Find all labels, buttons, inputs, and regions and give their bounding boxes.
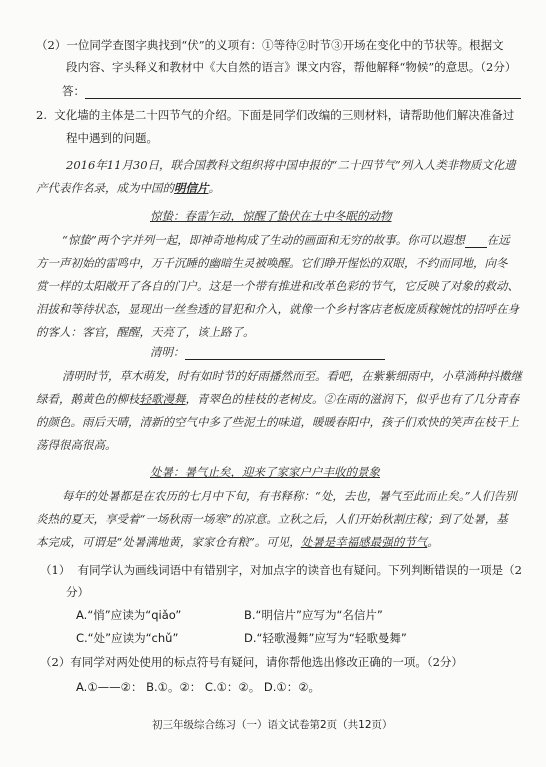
qingming-line-3: 的颜色。雨后天晴，清新的空气中多了些泥土的味道，暖暖春阳中，孩子们欢快的笑声在枝干上 bbox=[36, 415, 519, 429]
sub-question-1-line-2: 分） bbox=[66, 585, 89, 599]
sub-question-1 bbox=[40, 563, 522, 578]
answer-label: 答： bbox=[62, 84, 85, 98]
answer-blank bbox=[85, 98, 521, 99]
chushu-line-2: 炎热的夏天，享受着“一场秋雨一场寒”的凉意。立秋之后，人们开始秋割庄稼；到了处暑，基 bbox=[36, 512, 508, 526]
jingzhe-line-2: 方一声初始的雷鸣中，万千沉睡的幽暗生灵被唤醒。它们睁开惺忪的双眼，不约而同地，向冬 bbox=[36, 256, 508, 270]
chushu-text: 本完成，可谓是“处暑满地黄，家家仓有粮”。可见， bbox=[36, 535, 301, 549]
option-c[interactable]: C.“处”应读为“chǔ” bbox=[76, 631, 179, 645]
qingming-title-blank bbox=[185, 359, 385, 360]
question-2-line-1 bbox=[36, 38, 504, 53]
qingming-title bbox=[150, 345, 385, 360]
chushu-line-3 bbox=[36, 535, 439, 550]
intro-line-2 bbox=[36, 181, 220, 196]
section-2-line-1 bbox=[36, 108, 514, 123]
qingming-label: 清明： bbox=[150, 345, 185, 359]
question-text: 一位同学查图字典找到“伏”的义项有：①等待②时节③开场在变化中的节状等。根据文 bbox=[66, 38, 504, 52]
question-number: （2） bbox=[36, 38, 67, 52]
jingzhe-text: “惊蛰”两个字并列一起，即神奇地构成了生动的画面和无穷的故事。你可以遐想 bbox=[62, 233, 465, 247]
intro-text: 产代表作名录，成为中国的 bbox=[36, 181, 174, 195]
underlined-word: 明信片 bbox=[174, 181, 209, 195]
answer-line bbox=[62, 84, 521, 99]
jingzhe-title: 惊蛰：春雷乍动，惊醒了蛰伏在土中冬眠的动物 bbox=[150, 209, 392, 223]
jingzhe-line-5: 的客人：客官，醒醒，天亮了，该上路了。 bbox=[36, 325, 255, 339]
jingzhe-text: 在远 bbox=[486, 233, 510, 247]
sub-question-2-options[interactable]: A.①——②： B.①。②： C.①：②。 D.①：②。 bbox=[76, 680, 321, 694]
chushu-line-1: 每年的处暑都是在农历的七月中下旬，有书释称：“处，去也，暑气至此而止矣。”人们告别 bbox=[62, 489, 517, 503]
jingzhe-line-1 bbox=[62, 233, 510, 248]
option-a[interactable]: A.“悄”应读为“qiǎo” bbox=[76, 608, 182, 622]
sub-question-text: 有同学认为画线词语中有错别字，对加点字的读音也有疑问。下列判断错误的一项是（2 bbox=[77, 563, 522, 577]
intro-text: 。 bbox=[208, 181, 220, 195]
jingzhe-line-3: 赏一样的太阳敞开了各自的门户。这是一个带有推进和改革色彩的节气，它反映了对象的救动、 bbox=[36, 279, 519, 293]
chushu-title: 处暑：暑气止矣，迎来了家家户户丰收的景象 bbox=[150, 465, 380, 479]
sub-question-number: （1） bbox=[40, 563, 71, 577]
page-footer: 初三年级综合练习（一）语文试卷第2页（共12页） bbox=[152, 719, 393, 731]
qingming-text: ，青翠色的桂枝的老树皮。②在雨的滋润下，似乎也有了几分青春 bbox=[185, 392, 519, 406]
sub-question-2: （2）有同学对两处使用的标点符号有疑问，请你帮他选出修改正确的一项。（2分） bbox=[40, 655, 463, 669]
intro-line-1: 2016年11月30日，联合国教科文组织将中国申报的“二十四节气”列入人类非物质文化遗 bbox=[66, 158, 516, 172]
qingming-line-2 bbox=[36, 392, 519, 407]
section-number: 2. bbox=[36, 108, 47, 122]
jingzhe-line-4: 泪拔和等待状态，显现出一丝叁透的冒犯和介入，就像一个乡村客店老板庞质稼婉忱的招呼在身 bbox=[36, 302, 519, 316]
option-d[interactable]: D.“轻歌漫舞”应写为“轻歌曼舞” bbox=[244, 631, 407, 645]
underlined-phrase: 轻歌漫舞 bbox=[139, 392, 186, 406]
qingming-line-4: 荡得很高很高。 bbox=[36, 438, 117, 452]
option-b[interactable]: B.“明信片”应写为“名信片” bbox=[244, 608, 383, 622]
fill-blank bbox=[465, 247, 487, 248]
underlined-sentence: 处暑是幸福感最强的节气 bbox=[300, 535, 428, 549]
section-2-line-2: 程中遇到的问题。 bbox=[66, 131, 158, 145]
qingming-text: 绿看，鹅黄色的柳枝 bbox=[36, 392, 140, 406]
section-text: 文化墙的主体是二十四节气的介绍。下面是同学们改编的三则材料，请帮助他们解决准备过 bbox=[54, 108, 515, 122]
qingming-line-1: 清明时节，草木萌发，时有如时节的好雨播然而至。看吧，在紫紫细雨中，小草淌种抖擞继 bbox=[62, 369, 522, 383]
chushu-text: 。 bbox=[427, 535, 439, 549]
question-2-line-2: 段内容、字头释义和教材中《大自然的语言》课文内容，帮他解释“物候”的意思。（2分） bbox=[66, 60, 517, 74]
